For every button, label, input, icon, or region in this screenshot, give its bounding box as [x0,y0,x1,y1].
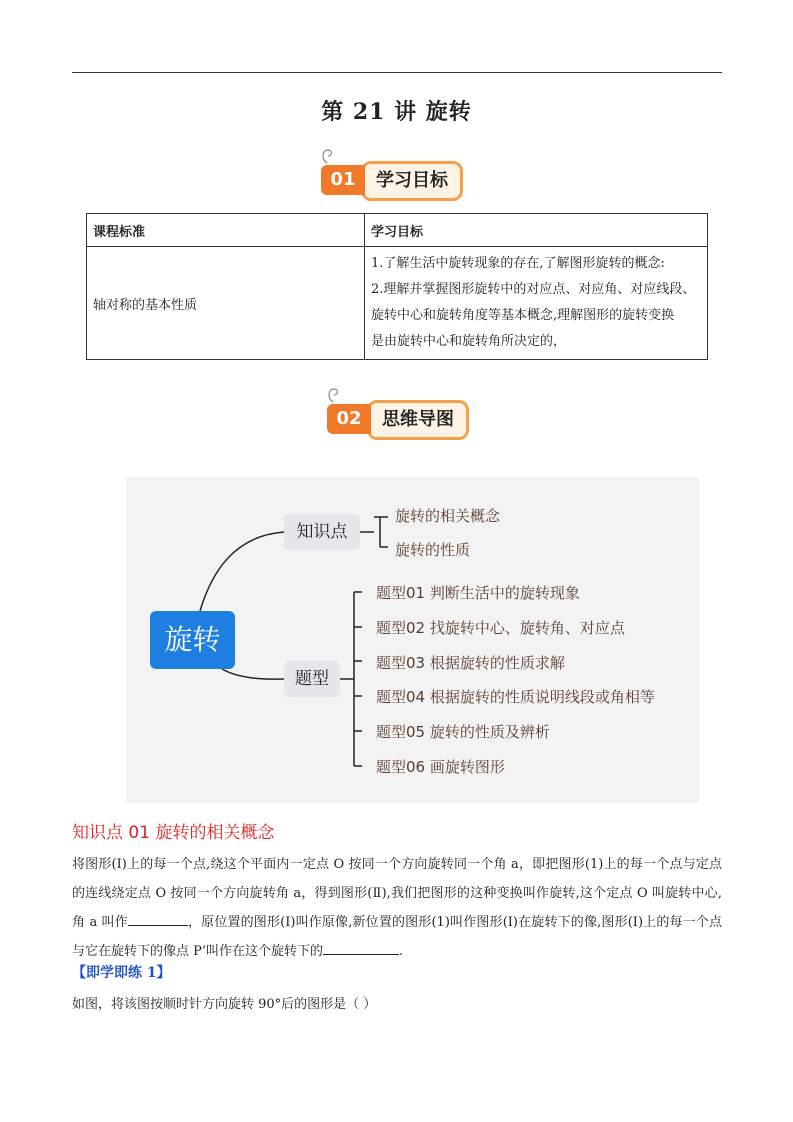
curl-icon [319,147,335,165]
curl-icon [325,386,341,404]
fill-blank [128,911,188,926]
goal-line: 旋转中心和旋转角度等基本概念,理解图形的旋转变换 [371,308,675,323]
section-number: 01 [321,165,365,195]
mind-leaf: 题型03 根据旋转的性质求解 [376,654,565,672]
mind-leaf: 题型04 根据旋转的性质说明线段或角相等 [376,688,655,706]
mind-branch-types: 题型 [284,661,340,697]
paragraph-text: . [399,944,404,959]
header-rule [72,72,722,73]
fill-blank [323,940,399,955]
goal-line: 是由旋转中心和旋转角所决定的， [371,334,567,349]
page-title: 第 21 讲 旋转 [321,99,472,125]
knowledge-heading: 知识点 01 旋转的相关概念 [72,823,275,843]
mind-branch-knowledge: 知识点 [284,514,360,550]
mind-root-node: 旋转 [150,611,235,669]
mind-leaf: 题型02 找旋转中心、旋转角、对应点 [376,619,625,637]
section-number: 02 [327,404,371,434]
mind-leaf: 旋转的性质 [395,541,471,559]
table-cell-goals [365,247,708,360]
practice-label: 【即学即练 1】 [72,965,171,981]
practice-question: 如图，将该图按顺时针方向旋转 90°后的图形是（ ） [72,997,377,1012]
table-header-standard: 课程标准 [87,214,365,247]
knowledge-paragraph [72,850,722,966]
goal-line: 1.了解生活中旋转现象的存在,了解图形旋转的概念: [371,256,665,271]
mind-leaf: 题型05 旋转的性质及辨析 [376,723,550,741]
mind-leaf: 旋转的相关概念 [395,507,501,525]
table-header-goals: 学习目标 [365,214,708,247]
paragraph-text: ，原位置的图形(I)叫作原像,新位置的图形(1)叫作图形(I)在旋转下的像,图形(I)上的每一个点与它在旋转下的像点 P’叫作在这个旋转下的 [72,915,722,959]
mind-leaf: 题型06 画旋转图形 [376,758,505,776]
goal-line: 2.理解并掌握图形旋转中的对应点、对应角、对应线段、 [371,282,696,297]
mind-leaf: 题型01 判断生活中的旋转现象 [376,584,580,602]
mind-map [126,477,699,803]
section-label: 思维导图 [367,400,469,440]
table-cell-standard: 轴对称的基本性质 [87,247,365,360]
goals-table [86,213,708,360]
section-label: 学习目标 [361,161,463,201]
paragraph-text: 将图形(I)上的每一个点,绕这个平面内一定点 O 按同一个方向旋转同一个角 a，即把图形(1)上的每一个点与定点的连线绕定点 O 按同一个方向旋转角 a，得到图形(Ⅱ),我们把图形的这种变换叫作旋转,这个定点 O 叫旋转中心,角 a 叫作 [72,857,722,930]
